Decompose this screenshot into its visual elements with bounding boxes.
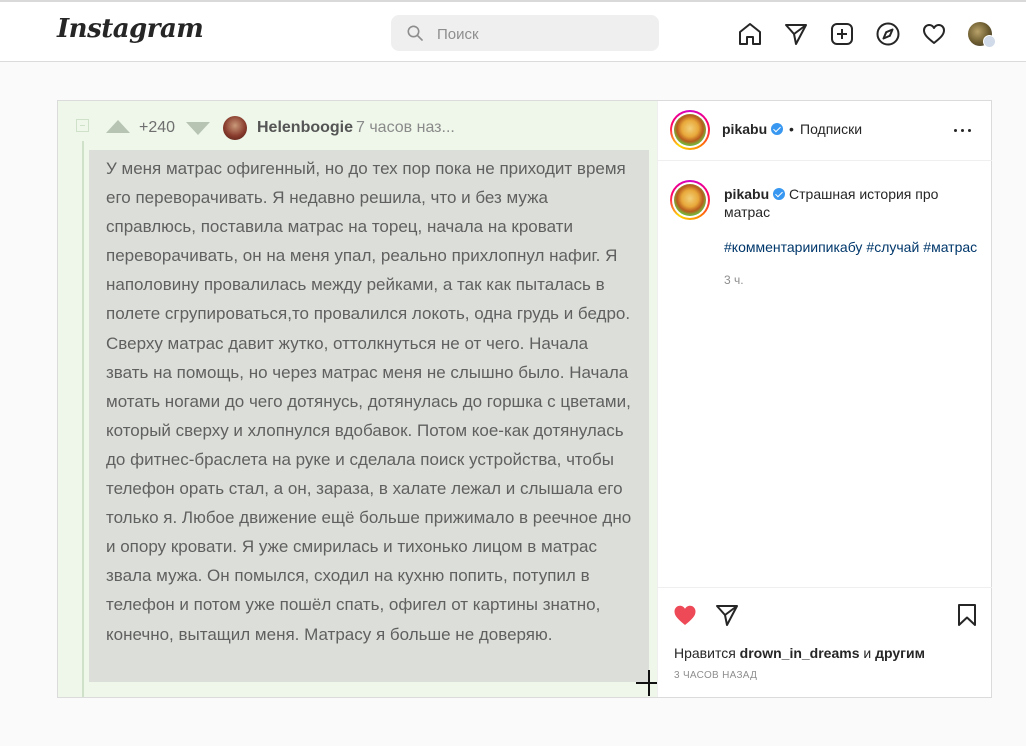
save-button[interactable] (954, 602, 980, 628)
likes-summary (674, 645, 925, 661)
comment-author: Helenboogie (257, 119, 354, 136)
comment-time: 7 часов наз... (356, 119, 455, 136)
separator-dot: • (789, 121, 794, 137)
home-button[interactable] (737, 21, 763, 47)
caption-timestamp: 3 ч. (724, 273, 744, 287)
more-options-button[interactable] (954, 121, 974, 139)
verified-badge-icon (773, 188, 785, 200)
liked-by-others[interactable]: другим (875, 645, 925, 661)
author-avatar[interactable] (670, 110, 710, 150)
downvote-arrow-icon (186, 122, 210, 135)
direct-icon (783, 21, 809, 47)
likes-prefix: Нравится (674, 645, 736, 661)
verified-badge-icon (771, 123, 783, 135)
author-username: pikabu (722, 121, 768, 137)
hashtag-list (724, 239, 981, 255)
profile-avatar[interactable] (968, 22, 992, 46)
post-actions (658, 587, 992, 697)
upvote-arrow-icon (106, 120, 130, 133)
author-username-link[interactable] (722, 121, 783, 137)
caption-username[interactable]: pikabu (724, 186, 770, 202)
activity-icon (921, 21, 947, 47)
crosshair-cursor-icon (636, 682, 657, 684)
post-image (58, 101, 657, 697)
caption-author-avatar[interactable] (670, 180, 710, 220)
hashtag-link[interactable]: #комментариипикабу (724, 239, 863, 255)
likes-and: и (863, 645, 872, 661)
share-button[interactable] (714, 602, 740, 628)
post-sidebar (657, 101, 991, 697)
top-nav-bar (0, 0, 1026, 62)
direct-button[interactable] (783, 21, 809, 47)
search-input[interactable] (435, 15, 649, 53)
explore-icon (875, 21, 901, 47)
account-badge-icon (983, 35, 996, 48)
search-box[interactable] (391, 15, 659, 51)
liked-by-user[interactable]: drown_in_dreams (739, 645, 860, 661)
post-date: 3 ЧАСОВ НАЗАД (674, 670, 758, 681)
caption-text: Страшная история про матрас (724, 186, 939, 220)
comment-rating: +240 (139, 119, 176, 136)
post-header (658, 101, 992, 161)
thread-line (82, 141, 84, 697)
new-post-button[interactable] (829, 21, 855, 47)
search-icon (407, 25, 423, 41)
new-post-icon (829, 21, 855, 47)
more-icon (954, 129, 957, 132)
comment-author-avatar (223, 116, 247, 140)
follow-status-button[interactable]: Подписки (800, 121, 863, 137)
hashtag-link[interactable]: #случай (866, 239, 920, 255)
share-icon (714, 602, 740, 628)
explore-button[interactable] (875, 21, 901, 47)
comment-text: У меня матрас офигенный, но до тех пор пока не приходит время его переворачивать. Я недавно решила, что и без мужа справлюсь, поставила матрас на торец, начала на кровати переворачивать, он на меня упал, реально прихлопнул нафиг. Я наполовину провалилась между рейками, а так как пыталась в полете сгрупироваться,то провалился локоть, одна грудь и бедро. Сверху матрас давит жутко, оттолкнуться не от чего. Начала звать на помощь, но через матрас меня не слышно было. Начала мотать ногами до чего дотянусь, дотянулась до горшка с цветами, который сверху и хлопнулся вдобавок. Потом кое-как дотянулась до фитнес-браслета на руке и сделала поиск устройства, чтобы телефон орать стал, а он, зараза, в халате лежал и слышала его только я. Любое движение ещё больше прижимало в реечное дно и опору кровати. Я уже смирилась и тихонько лицом в матрас звала мужа. Он помылся, сходил на кухню попить, потупил в телефон и потом уже пошёл спать, офигел от картины знатно, конечно, вытащил меня. Матрасу я больше не доверяю. (89, 150, 649, 682)
like-icon (672, 602, 698, 628)
post-card (57, 100, 992, 698)
collapse-thread-icon (76, 119, 89, 132)
instagram-logo[interactable]: Instagram (57, 14, 204, 44)
crosshair-cursor-icon (648, 670, 650, 696)
activity-button[interactable] (921, 21, 947, 47)
hashtag-link[interactable]: #матрас (923, 239, 978, 255)
post-caption (724, 185, 984, 221)
home-icon (737, 21, 763, 47)
like-button[interactable] (672, 602, 698, 628)
save-icon (954, 602, 980, 628)
